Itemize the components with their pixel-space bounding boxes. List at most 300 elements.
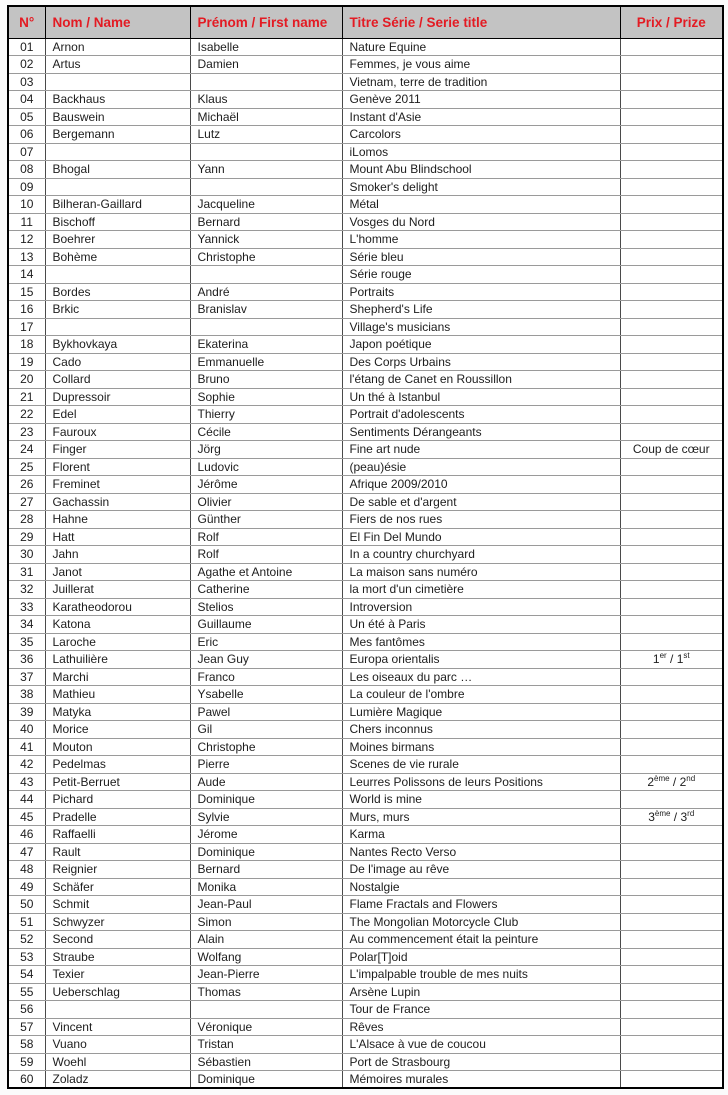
cell-number: 21 xyxy=(8,388,45,406)
table-row xyxy=(8,56,723,74)
cell-number: 14 xyxy=(8,266,45,284)
table-row xyxy=(8,913,723,931)
cell-number: 48 xyxy=(8,861,45,879)
cell-number: 19 xyxy=(8,353,45,371)
cell-name xyxy=(45,73,190,91)
cell-first-name: Ekaterina xyxy=(190,336,342,354)
cell-number: 16 xyxy=(8,301,45,319)
cell-number: 43 xyxy=(8,773,45,791)
cell-name: Reignier xyxy=(45,861,190,879)
table-row xyxy=(8,38,723,56)
cell-series-title: Scenes de vie rurale xyxy=(342,756,620,774)
table-row xyxy=(8,703,723,721)
cell-number: 02 xyxy=(8,56,45,74)
cell-first-name: Franco xyxy=(190,668,342,686)
cell-prize xyxy=(620,511,723,529)
cell-series-title: Au commencement était la peinture xyxy=(342,931,620,949)
cell-prize xyxy=(620,546,723,564)
cell-name: Bergemann xyxy=(45,126,190,144)
table-row xyxy=(8,896,723,914)
table-row xyxy=(8,756,723,774)
table-row xyxy=(8,493,723,511)
cell-series-title: Un été à Paris xyxy=(342,616,620,634)
cell-series-title: Village's musicians xyxy=(342,318,620,336)
cell-name: Schäfer xyxy=(45,878,190,896)
table-row xyxy=(8,738,723,756)
cell-name: Vuano xyxy=(45,1036,190,1054)
cell-number: 42 xyxy=(8,756,45,774)
cell-first-name xyxy=(190,143,342,161)
cell-first-name: Pawel xyxy=(190,703,342,721)
cell-prize xyxy=(620,178,723,196)
cell-number: 03 xyxy=(8,73,45,91)
table-row xyxy=(8,336,723,354)
cell-series-title: Smoker's delight xyxy=(342,178,620,196)
cell-name xyxy=(45,318,190,336)
cell-name: Arnon xyxy=(45,38,190,56)
table-row xyxy=(8,651,723,669)
cell-prize xyxy=(620,1018,723,1036)
cell-name: Katona xyxy=(45,616,190,634)
cell-name: Finger xyxy=(45,441,190,459)
cell-prize xyxy=(620,896,723,914)
cell-number: 54 xyxy=(8,966,45,984)
table-row xyxy=(8,441,723,459)
cell-name: Laroche xyxy=(45,633,190,651)
table-row xyxy=(8,196,723,214)
cell-series-title: Carcolors xyxy=(342,126,620,144)
cell-number: 47 xyxy=(8,843,45,861)
cell-name: Straube xyxy=(45,948,190,966)
cell-prize xyxy=(620,791,723,809)
cell-series-title: Nantes Recto Verso xyxy=(342,843,620,861)
cell-name: Bischoff xyxy=(45,213,190,231)
cell-number: 39 xyxy=(8,703,45,721)
table-row xyxy=(8,808,723,826)
cell-first-name: Tristan xyxy=(190,1036,342,1054)
cell-number: 30 xyxy=(8,546,45,564)
cell-number: 59 xyxy=(8,1053,45,1071)
table-row xyxy=(8,126,723,144)
cell-name: Freminet xyxy=(45,476,190,494)
cell-number: 22 xyxy=(8,406,45,424)
cell-first-name: Véronique xyxy=(190,1018,342,1036)
cell-prize xyxy=(620,108,723,126)
cell-series-title: Instant d'Asie xyxy=(342,108,620,126)
cell-name: Bilheran-Gaillard xyxy=(45,196,190,214)
cell-first-name: Monika xyxy=(190,878,342,896)
cell-series-title: Port de Strasbourg xyxy=(342,1053,620,1071)
table-row xyxy=(8,791,723,809)
cell-number: 23 xyxy=(8,423,45,441)
cell-prize xyxy=(620,196,723,214)
cell-prize xyxy=(620,1071,723,1089)
cell-prize: Coup de cœur xyxy=(620,441,723,459)
cell-series-title: Flame Fractals and Flowers xyxy=(342,896,620,914)
cell-series-title: The Mongolian Motorcycle Club xyxy=(342,913,620,931)
column-header-name: Nom / Name xyxy=(45,6,190,38)
cell-first-name: Pierre xyxy=(190,756,342,774)
cell-series-title: Genève 2011 xyxy=(342,91,620,109)
cell-prize xyxy=(620,318,723,336)
cell-first-name: Stelios xyxy=(190,598,342,616)
cell-prize xyxy=(620,721,723,739)
cell-first-name: Rolf xyxy=(190,546,342,564)
table-row xyxy=(8,318,723,336)
table-row xyxy=(8,353,723,371)
cell-first-name: Damien xyxy=(190,56,342,74)
cell-number: 10 xyxy=(8,196,45,214)
cell-series-title: Un thé à Istanbul xyxy=(342,388,620,406)
cell-first-name: Dominique xyxy=(190,1071,342,1089)
cell-name xyxy=(45,143,190,161)
cell-first-name: Branislav xyxy=(190,301,342,319)
table-row xyxy=(8,388,723,406)
cell-number: 01 xyxy=(8,38,45,56)
cell-name: Pichard xyxy=(45,791,190,809)
table-row xyxy=(8,231,723,249)
cell-series-title: la mort d'un cimetière xyxy=(342,581,620,599)
cell-first-name: Bruno xyxy=(190,371,342,389)
cell-prize xyxy=(620,336,723,354)
cell-number: 41 xyxy=(8,738,45,756)
cell-series-title: Lumière Magique xyxy=(342,703,620,721)
cell-series-title: L'Alsace à vue de coucou xyxy=(342,1036,620,1054)
cell-prize xyxy=(620,931,723,949)
cell-prize xyxy=(620,371,723,389)
cell-series-title: Série rouge xyxy=(342,266,620,284)
cell-number: 37 xyxy=(8,668,45,686)
cell-prize xyxy=(620,983,723,1001)
cell-number: 35 xyxy=(8,633,45,651)
cell-series-title: Sentiments Dérangeants xyxy=(342,423,620,441)
cell-name: Bykhovkaya xyxy=(45,336,190,354)
table-row xyxy=(8,966,723,984)
cell-prize xyxy=(620,476,723,494)
cell-prize xyxy=(620,703,723,721)
cell-series-title: Des Corps Urbains xyxy=(342,353,620,371)
cell-name: Boehrer xyxy=(45,231,190,249)
cell-name: Zoladz xyxy=(45,1071,190,1089)
cell-first-name: André xyxy=(190,283,342,301)
cell-series-title: Mes fantômes xyxy=(342,633,620,651)
cell-name: Rault xyxy=(45,843,190,861)
cell-first-name: Christophe xyxy=(190,738,342,756)
cell-series-title: Murs, murs xyxy=(342,808,620,826)
cell-prize xyxy=(620,126,723,144)
cell-name: Cado xyxy=(45,353,190,371)
table-row xyxy=(8,633,723,651)
table-row xyxy=(8,1001,723,1019)
cell-prize xyxy=(620,668,723,686)
cell-first-name: Bernard xyxy=(190,861,342,879)
cell-series-title: (peau)ésie xyxy=(342,458,620,476)
table-row xyxy=(8,91,723,109)
cell-prize xyxy=(620,458,723,476)
cell-name: Collard xyxy=(45,371,190,389)
cell-number: 38 xyxy=(8,686,45,704)
cell-first-name: Ysabelle xyxy=(190,686,342,704)
cell-series-title: Polar[T]oid xyxy=(342,948,620,966)
cell-first-name: Bernard xyxy=(190,213,342,231)
cell-number: 46 xyxy=(8,826,45,844)
table-row xyxy=(8,511,723,529)
cell-name: Schmit xyxy=(45,896,190,914)
cell-name: Bohème xyxy=(45,248,190,266)
cell-series-title: Vietnam, terre de tradition xyxy=(342,73,620,91)
cell-prize xyxy=(620,301,723,319)
cell-series-title: Afrique 2009/2010 xyxy=(342,476,620,494)
cell-name: Janot xyxy=(45,563,190,581)
table-row xyxy=(8,598,723,616)
cell-name: Second xyxy=(45,931,190,949)
cell-number: 24 xyxy=(8,441,45,459)
cell-name: Bhogal xyxy=(45,161,190,179)
column-header-prize: Prix / Prize xyxy=(620,6,723,38)
cell-series-title: Fiers de nos rues xyxy=(342,511,620,529)
cell-prize: 3ème / 3rd xyxy=(620,808,723,826)
cell-series-title: In a country churchyard xyxy=(342,546,620,564)
table-row xyxy=(8,843,723,861)
cell-first-name: Jérôme xyxy=(190,476,342,494)
cell-number: 11 xyxy=(8,213,45,231)
table-row xyxy=(8,108,723,126)
cell-prize: 1er / 1st xyxy=(620,651,723,669)
cell-name: Schwyzer xyxy=(45,913,190,931)
cell-first-name: Sébastien xyxy=(190,1053,342,1071)
cell-prize xyxy=(620,616,723,634)
cell-first-name: Michaël xyxy=(190,108,342,126)
cell-number: 31 xyxy=(8,563,45,581)
cell-number: 52 xyxy=(8,931,45,949)
cell-series-title: Portrait d'adolescents xyxy=(342,406,620,424)
cell-name: Jahn xyxy=(45,546,190,564)
table-row xyxy=(8,686,723,704)
cell-prize xyxy=(620,948,723,966)
table-row xyxy=(8,423,723,441)
cell-number: 20 xyxy=(8,371,45,389)
cell-name: Ueberschlag xyxy=(45,983,190,1001)
cell-name: Pedelmas xyxy=(45,756,190,774)
entries-table xyxy=(7,5,724,1089)
cell-series-title: L'homme xyxy=(342,231,620,249)
cell-number: 51 xyxy=(8,913,45,931)
cell-series-title: La couleur de l'ombre xyxy=(342,686,620,704)
table-row xyxy=(8,948,723,966)
cell-series-title: Vosges du Nord xyxy=(342,213,620,231)
cell-first-name xyxy=(190,1001,342,1019)
cell-prize xyxy=(620,56,723,74)
cell-name: Mouton xyxy=(45,738,190,756)
cell-name: Juillerat xyxy=(45,581,190,599)
cell-prize xyxy=(620,826,723,844)
cell-prize xyxy=(620,913,723,931)
cell-first-name: Günther xyxy=(190,511,342,529)
cell-first-name: Jacqueline xyxy=(190,196,342,214)
cell-name: Karatheodorou xyxy=(45,598,190,616)
header-row xyxy=(8,6,723,38)
table-row xyxy=(8,931,723,949)
cell-number: 56 xyxy=(8,1001,45,1019)
cell-prize xyxy=(620,966,723,984)
cell-name: Brkic xyxy=(45,301,190,319)
cell-prize xyxy=(620,493,723,511)
cell-name: Hatt xyxy=(45,528,190,546)
cell-first-name: Guillaume xyxy=(190,616,342,634)
cell-number: 49 xyxy=(8,878,45,896)
cell-prize xyxy=(620,756,723,774)
cell-prize xyxy=(620,161,723,179)
cell-number: 04 xyxy=(8,91,45,109)
cell-series-title: Nostalgie xyxy=(342,878,620,896)
cell-prize xyxy=(620,248,723,266)
cell-number: 15 xyxy=(8,283,45,301)
cell-prize xyxy=(620,1001,723,1019)
cell-series-title: La maison sans numéro xyxy=(342,563,620,581)
cell-name: Bordes xyxy=(45,283,190,301)
cell-series-title: Japon poétique xyxy=(342,336,620,354)
cell-first-name: Alain xyxy=(190,931,342,949)
cell-first-name xyxy=(190,178,342,196)
cell-series-title: De sable et d'argent xyxy=(342,493,620,511)
cell-number: 58 xyxy=(8,1036,45,1054)
table-row xyxy=(8,581,723,599)
cell-name: Florent xyxy=(45,458,190,476)
table-row xyxy=(8,826,723,844)
cell-number: 07 xyxy=(8,143,45,161)
cell-first-name: Rolf xyxy=(190,528,342,546)
cell-first-name: Simon xyxy=(190,913,342,931)
cell-number: 33 xyxy=(8,598,45,616)
table-row xyxy=(8,1018,723,1036)
cell-number: 17 xyxy=(8,318,45,336)
cell-name: Texier xyxy=(45,966,190,984)
cell-first-name: Catherine xyxy=(190,581,342,599)
cell-number: 53 xyxy=(8,948,45,966)
cell-number: 25 xyxy=(8,458,45,476)
cell-first-name: Dominique xyxy=(190,843,342,861)
table-row xyxy=(8,1036,723,1054)
table-row xyxy=(8,563,723,581)
cell-name: Marchi xyxy=(45,668,190,686)
cell-first-name: Ludovic xyxy=(190,458,342,476)
cell-first-name: Agathe et Antoine xyxy=(190,563,342,581)
cell-prize xyxy=(620,143,723,161)
cell-number: 06 xyxy=(8,126,45,144)
cell-number: 13 xyxy=(8,248,45,266)
cell-number: 36 xyxy=(8,651,45,669)
cell-number: 45 xyxy=(8,808,45,826)
cell-number: 60 xyxy=(8,1071,45,1089)
cell-series-title: Karma xyxy=(342,826,620,844)
cell-series-title: L'impalpable trouble de mes nuits xyxy=(342,966,620,984)
column-header-first-name: Prénom / First name xyxy=(190,6,342,38)
cell-series-title: Introversion xyxy=(342,598,620,616)
cell-name: Edel xyxy=(45,406,190,424)
table-row xyxy=(8,458,723,476)
table-row xyxy=(8,248,723,266)
cell-name xyxy=(45,1001,190,1019)
cell-prize xyxy=(620,353,723,371)
cell-name: Raffaelli xyxy=(45,826,190,844)
cell-prize xyxy=(620,231,723,249)
cell-prize xyxy=(620,91,723,109)
cell-first-name: Aude xyxy=(190,773,342,791)
cell-prize xyxy=(620,388,723,406)
cell-series-title: Tour de France xyxy=(342,1001,620,1019)
cell-series-title: Métal xyxy=(342,196,620,214)
cell-prize xyxy=(620,686,723,704)
cell-series-title: Mémoires murales xyxy=(342,1071,620,1089)
cell-first-name: Yannick xyxy=(190,231,342,249)
cell-first-name: Olivier xyxy=(190,493,342,511)
cell-series-title: World is mine xyxy=(342,791,620,809)
cell-series-title: Moines birmans xyxy=(342,738,620,756)
cell-name: Gachassin xyxy=(45,493,190,511)
cell-series-title: Portraits xyxy=(342,283,620,301)
cell-first-name: Wolfang xyxy=(190,948,342,966)
cell-number: 05 xyxy=(8,108,45,126)
cell-name: Vincent xyxy=(45,1018,190,1036)
cell-prize xyxy=(620,633,723,651)
cell-number: 44 xyxy=(8,791,45,809)
cell-first-name: Eric xyxy=(190,633,342,651)
cell-prize xyxy=(620,423,723,441)
cell-prize xyxy=(620,406,723,424)
cell-number: 26 xyxy=(8,476,45,494)
cell-first-name: Sophie xyxy=(190,388,342,406)
cell-prize: 2ème / 2nd xyxy=(620,773,723,791)
cell-name: Morice xyxy=(45,721,190,739)
cell-first-name: Klaus xyxy=(190,91,342,109)
cell-series-title: Chers inconnus xyxy=(342,721,620,739)
cell-series-title: Fine art nude xyxy=(342,441,620,459)
cell-number: 12 xyxy=(8,231,45,249)
cell-series-title: Femmes, je vous aime xyxy=(342,56,620,74)
cell-number: 09 xyxy=(8,178,45,196)
cell-name: Backhaus xyxy=(45,91,190,109)
cell-prize xyxy=(620,563,723,581)
cell-name: Mathieu xyxy=(45,686,190,704)
cell-first-name: Dominique xyxy=(190,791,342,809)
cell-name: Pradelle xyxy=(45,808,190,826)
cell-first-name: Thierry xyxy=(190,406,342,424)
table-row xyxy=(8,878,723,896)
cell-series-title: iLomos xyxy=(342,143,620,161)
cell-series-title: Shepherd's Life xyxy=(342,301,620,319)
cell-name: Hahne xyxy=(45,511,190,529)
table-row xyxy=(8,1071,723,1089)
cell-first-name: Jörg xyxy=(190,441,342,459)
cell-prize xyxy=(620,1036,723,1054)
table-row xyxy=(8,546,723,564)
table-row xyxy=(8,283,723,301)
table-row xyxy=(8,861,723,879)
cell-prize xyxy=(620,598,723,616)
table-row xyxy=(8,668,723,686)
table-row xyxy=(8,371,723,389)
cell-number: 34 xyxy=(8,616,45,634)
cell-number: 40 xyxy=(8,721,45,739)
cell-name: Artus xyxy=(45,56,190,74)
cell-first-name: Cécile xyxy=(190,423,342,441)
cell-first-name: Gil xyxy=(190,721,342,739)
cell-first-name: Yann xyxy=(190,161,342,179)
cell-name: Matyka xyxy=(45,703,190,721)
cell-first-name: Jérome xyxy=(190,826,342,844)
cell-number: 50 xyxy=(8,896,45,914)
cell-series-title: l'étang de Canet en Roussillon xyxy=(342,371,620,389)
